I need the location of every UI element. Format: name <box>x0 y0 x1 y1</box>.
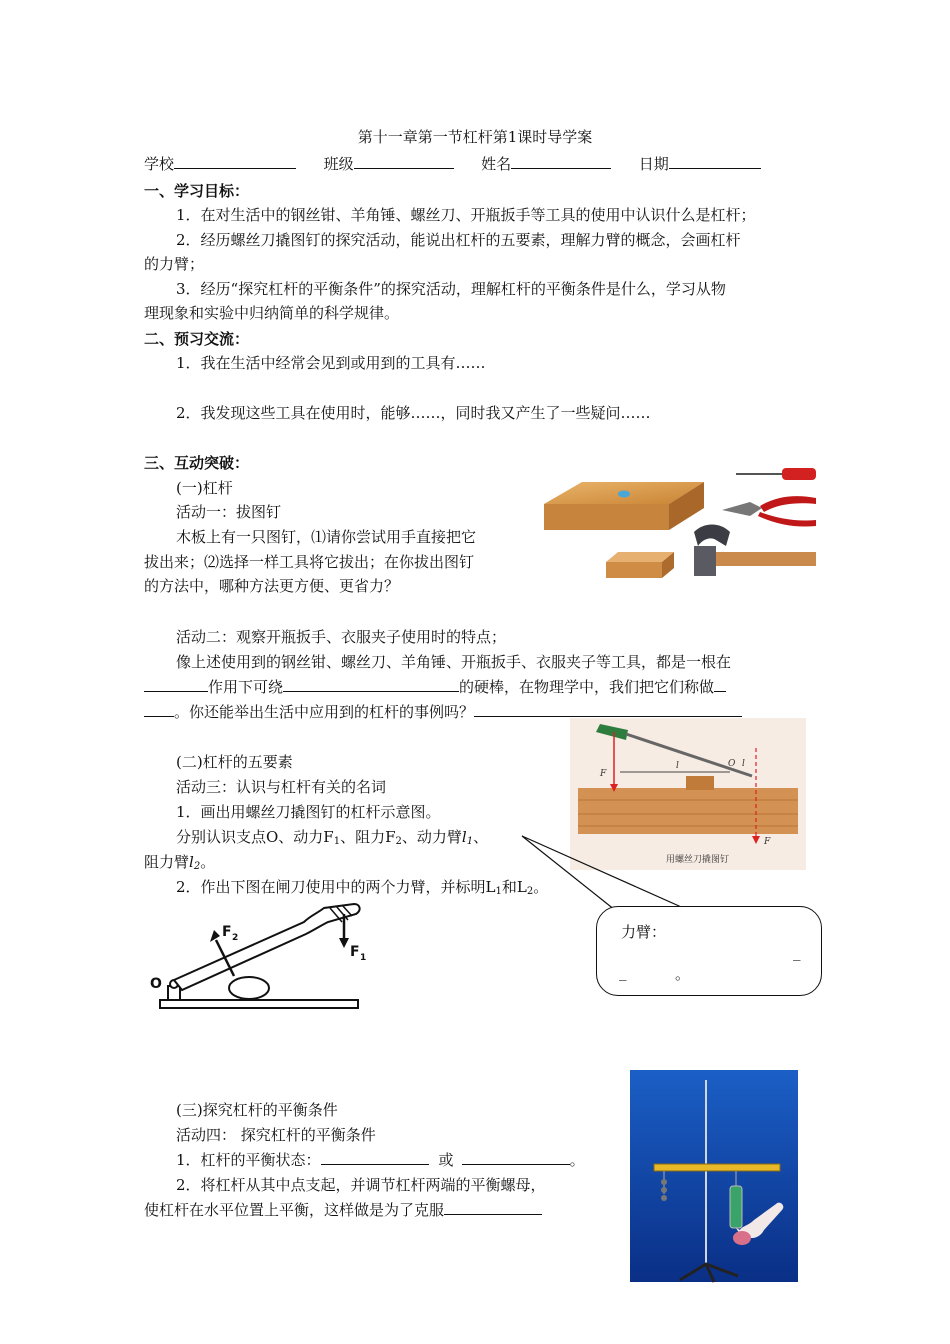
activity-1-line-3: 的方法中，哪种方法更方便、更省力？ <box>144 577 400 595</box>
l-symbol-2: l <box>189 853 194 871</box>
knife-F2-label: F <box>222 924 232 940</box>
part3-title: (三)探究杠杆的平衡条件 <box>176 1101 338 1119</box>
terms-text-b: 、阻力F <box>340 828 396 846</box>
balance-step-2-line-2 <box>144 1199 542 1220</box>
spring-scale <box>730 1186 742 1228</box>
preview-question-2: 2．我发现这些工具在使用时，能够……，同时我又产生了一些疑问…… <box>176 404 651 422</box>
resistance-arm-text: 阻力臂 <box>144 853 190 871</box>
balance-step-2-text: 使杠杆在水平位置上平衡，这样做是为了克服 <box>144 1201 445 1219</box>
activity-1-line-2: 拔出来；⑵选择一样工具将它拔出；在你拔出图钉 <box>144 553 475 571</box>
definition-line-2 <box>144 676 726 697</box>
date-label: 日期 <box>638 155 669 173</box>
hammer-handle <box>716 552 816 566</box>
fixed-point-blank[interactable] <box>283 677 459 692</box>
sub-1: 1 <box>333 836 341 847</box>
weight-1 <box>661 1179 667 1185</box>
callout-dash-2: _ <box>619 963 627 981</box>
activity-1-line-1: 木板上有一只图钉，⑴请你尝试用手直接把它 <box>176 528 477 546</box>
contact-clip <box>229 977 269 999</box>
definition-line-1: 像上述使用到的钢丝钳、螺丝刀、羊角锤、开瓶扳手、衣服夹子等工具，都是一根在 <box>176 653 732 671</box>
lever-bar <box>654 1164 780 1171</box>
sub-2: 2 <box>395 836 402 847</box>
name-blank-1[interactable] <box>714 677 726 692</box>
school-blank[interactable] <box>174 154 296 169</box>
weight-2 <box>661 1187 667 1193</box>
activity-3-title: 活动三：认识与杠杆有关的名词 <box>176 778 387 796</box>
hammer-head <box>694 546 716 576</box>
name-blank[interactable] <box>511 154 611 169</box>
photo-block <box>686 776 714 790</box>
period: 。 <box>200 853 216 871</box>
name-label: 姓名 <box>481 155 512 173</box>
knife-F1-sub: 1 <box>360 953 367 963</box>
pliers-jaw <box>722 502 762 516</box>
terms-text-c: 、动力臂 <box>401 828 462 846</box>
callout-label: 力臂： <box>621 923 667 941</box>
terms-text-a: 分别认识支点O、动力F <box>176 828 334 846</box>
goal-3-line-1: 3．经历“探究杠杆的平衡条件”的探究活动，理解杠杆的平衡条件是什么，学习从物 <box>176 280 726 298</box>
part1-title: (一)杠杆 <box>176 479 233 497</box>
item-1: 1．画出用螺丝刀撬图钉的杠杆示意图。 <box>176 803 441 821</box>
thumbtack-icon <box>618 491 630 498</box>
F2-label: F <box>764 837 771 847</box>
force-arm-callout <box>596 906 822 996</box>
lever-balance-photo <box>630 1070 798 1282</box>
l-symbol-1: l <box>461 828 467 846</box>
item-1-terms-2 <box>144 851 215 872</box>
activity-1-title: 活动一：拔图钉 <box>176 503 282 521</box>
wood-block-top <box>606 552 674 562</box>
section2-heading: 二、预习交流： <box>144 330 250 348</box>
school-label: 学校 <box>144 155 175 173</box>
date-blank[interactable] <box>669 154 761 169</box>
switch-blade <box>174 904 360 990</box>
force-blank[interactable] <box>144 677 208 692</box>
definition-text-b: 的硬棒，在物理学中，我们把它们称做 <box>459 678 715 696</box>
goal-3-line-2: 理现象和实验中归纳简单的科学规律。 <box>144 304 400 322</box>
item2-sub2: 2 <box>526 886 534 897</box>
tools-illustration <box>544 462 816 584</box>
item2-text-c: 。 <box>533 878 549 896</box>
or-text: 或 <box>438 1151 454 1169</box>
F1-label: F <box>600 769 607 779</box>
section3-heading: 三、互动突破： <box>144 454 250 472</box>
l1-label: l <box>676 761 679 771</box>
knife-switch-diagram <box>144 896 367 1012</box>
activity-4-title: 活动四： 探究杠杆的平衡条件 <box>176 1126 376 1144</box>
balance-state-text: 1．杠杆的平衡状态： <box>176 1151 321 1169</box>
comma: 、 <box>473 828 489 846</box>
class-blank[interactable] <box>354 154 454 169</box>
info-line <box>144 153 761 174</box>
sub-l2: 2 <box>193 861 201 872</box>
overcome-blank[interactable] <box>444 1200 542 1215</box>
section1-heading: 一、学习目标： <box>144 182 250 200</box>
name-blank-2[interactable] <box>144 702 174 717</box>
example-question: 。你还能举出生活中应用到的杠杆的事例吗？ <box>174 703 475 721</box>
goal-2-line-1: 2．经历螺丝刀撬图钉的探究活动，能说出杠杆的五要素，理解力臂的概念，会画杠杆 <box>176 231 741 249</box>
hammer-icon <box>694 525 730 547</box>
item-1-terms <box>176 826 488 847</box>
photo-blue-background <box>630 1070 798 1282</box>
part2-title: (二)杠杆的五要素 <box>176 753 293 771</box>
pliers-handle <box>758 512 816 527</box>
callout-end: 。 <box>675 965 691 983</box>
sub-l1: 1 <box>466 836 474 847</box>
callout-dash-1: _ <box>793 943 801 961</box>
photo-board <box>578 788 798 834</box>
balance-end: 。 <box>569 1151 585 1169</box>
item2-text-a: 2．作出下图在闸刀使用中的两个力臂，并标明L <box>176 878 496 896</box>
weight-3 <box>661 1195 667 1201</box>
l2-label: l <box>742 759 745 769</box>
definition-text-a: 作用下可绕 <box>208 678 284 696</box>
screwdriver-icon <box>782 468 816 480</box>
switch-base <box>160 1000 358 1008</box>
knife-O-label: O <box>150 976 162 992</box>
goal-1: 1．在对生活中的钢丝钳、羊角锤、螺丝刀、开瓶扳手等工具的使用中认识什么是杠杆； <box>176 206 756 224</box>
page-title: 第十一章第一节杠杆第1课时导学案 <box>357 128 593 146</box>
balance-blank-2[interactable] <box>462 1150 570 1165</box>
balance-state <box>176 1149 585 1170</box>
wooden-board-front <box>544 504 669 530</box>
item-2 <box>176 876 548 897</box>
photo-caption: 用螺丝刀撬图钉 <box>666 855 730 865</box>
activity-2-title: 活动二：观察开瓶扳手、衣服夹子使用时的特点； <box>176 628 507 646</box>
O-label: O <box>728 759 736 769</box>
item2-sub1: 1 <box>495 886 502 897</box>
knife-F1-label: F <box>350 944 360 960</box>
knife-F2-sub: 2 <box>232 933 239 943</box>
wood-block-front <box>606 562 662 578</box>
class-label: 班级 <box>323 155 354 173</box>
balance-blank-1[interactable] <box>321 1150 429 1165</box>
example-blank[interactable] <box>474 702 742 717</box>
item2-text-b: 和L <box>501 878 527 896</box>
balance-step-2-line-1: 2．将杠杆从其中点支起，并调节杠杆两端的平衡螺母， <box>176 1176 546 1194</box>
goal-2-line-2: 的力臂； <box>144 255 205 273</box>
pliers-icon <box>760 496 816 512</box>
preview-question-1: 1．我在生活中经常会见到或用到的工具有…… <box>176 354 486 372</box>
